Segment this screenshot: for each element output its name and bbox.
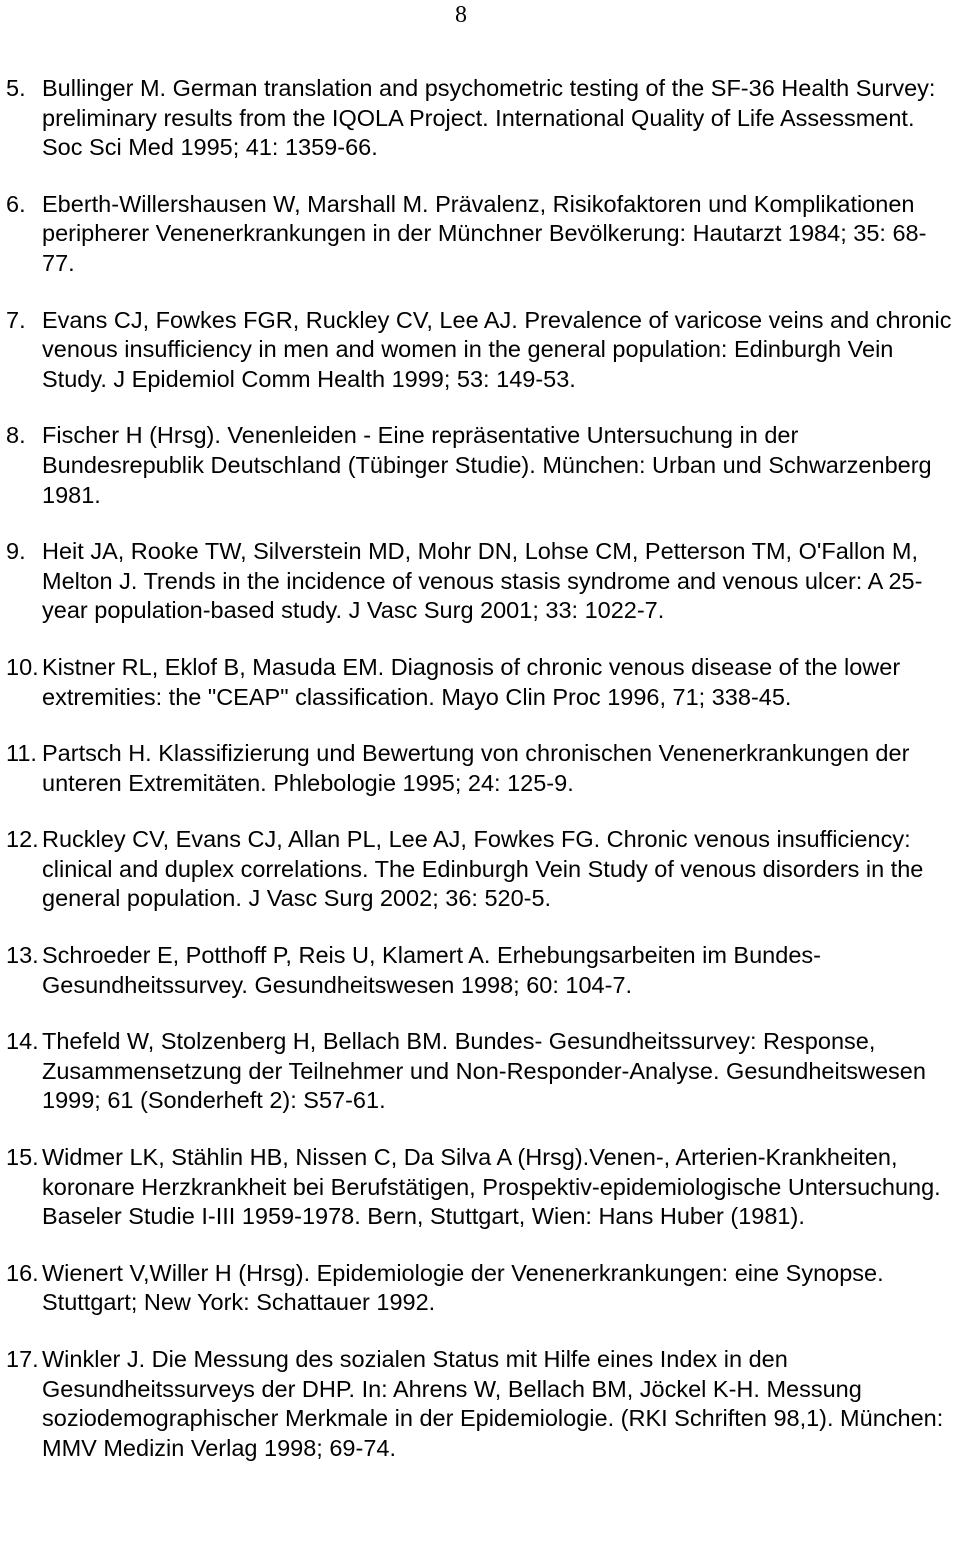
page-number: 8 <box>455 2 467 28</box>
reference-text: Winkler J. Die Messung des sozialen Status mit Hilfe eines Index in den Gesundheitssurveys der DHP. In: Ahrens W, Bellach BM, Jöckel K-H. Messung soziodemographischer Merkmale in der Epidemiologie. (RKI Schriften 98,1). München: MMV Medizin Verlag 1998; 69-74. <box>42 1346 944 1461</box>
reference-text: Wienert V,Willer H (Hrsg). Epidemiologie der Venenerkrankungen: eine Synopse. Stuttgart; New York: Schattauer 1992. <box>42 1259 884 1316</box>
reference-number: 14. <box>6 1028 39 1055</box>
reference-item <box>6 1345 956 1463</box>
reference-number: 17. <box>6 1346 39 1372</box>
reference-text: Schroeder E, Potthoff P, Reis U, Klamert A. Erhebungsarbeiten im Bundes-Gesundheitssurvey. Gesundheitswesen 1998; 60: 104-7. <box>42 942 821 998</box>
reference-item <box>6 421 956 510</box>
reference-item <box>6 74 956 163</box>
reference-number: 9. <box>6 538 26 565</box>
reference-number: 5. <box>6 75 26 101</box>
reference-item <box>6 1259 956 1318</box>
reference-item <box>6 941 956 1000</box>
reference-number: 7. <box>6 306 26 333</box>
reference-number: 15. <box>6 1144 39 1171</box>
reference-item <box>6 825 956 914</box>
reference-item <box>6 190 956 279</box>
reference-text: Thefeld W, Stolzenberg H, Bellach BM. Bundes- Gesundheitssurvey: Response, Zusammensetzung der Teilnehmer und Non-Responder-Analyse. Gesundheitswesen 1999; 61 (Sonderheft 2): S57-61. <box>42 1028 926 1114</box>
reference-item <box>6 1027 956 1116</box>
reference-text: Kistner RL, Eklof B, Masuda EM. Diagnosis of chronic venous disease of the lower extremities: the "CEAP" classification. Mayo Clin Proc 1996, 71; 338-45. <box>42 653 901 710</box>
reference-text: Ruckley CV, Evans CJ, Allan PL, Lee AJ, Fowkes FG. Chronic venous insufficiency: clinical and duplex correlations. The Edinburgh Vein Study of venous disorders in the general population. J Vasc Surg 2002; 36: 520-5. <box>42 826 924 912</box>
reference-item <box>6 306 956 395</box>
reference-number: 11. <box>6 740 37 767</box>
reference-text: Fischer H (Hrsg). Venenleiden - Eine repräsentative Untersuchung in der Bundesrepublik Deutschland (Tübinger Studie). München: Urban und Schwarzenberg 1981. <box>42 422 932 508</box>
reference-item <box>6 739 956 798</box>
reference-text: Bullinger M. German translation and psychometric testing of the SF-36 Health Survey: preliminary results from the IQOLA Project. International Quality of Life Assessment. Soc Sci Med 1995; 41: 1359-66. <box>42 75 936 161</box>
reference-number: 13. <box>6 942 39 969</box>
reference-text: Widmer LK, Stählin HB, Nissen C, Da Silva A (Hrsg).Venen-, Arterien-Krankheiten, koronare Herzkrankheit bei Berufstätigen, Prospektiv-epidemiologische Untersuchung. Baseler Studie I-III 1959-1978. Bern, Stuttgart, Wien: Hans Huber (1981). <box>42 1144 941 1230</box>
reference-number: 16. <box>6 1259 39 1286</box>
reference-text: Heit JA, Rooke TW, Silverstein MD, Mohr DN, Lohse CM, Petterson TM, O'Fallon M, Melton J. Trends in the incidence of venous stasis syndrome and venous ulcer: A 25-year population-based study. J Vasc Surg 2001; 33: 1022-7. <box>42 538 923 624</box>
reference-text: Partsch H. Klassifizierung und Bewertung von chronischen Venenerkrankungen der unteren Extremitäten. Phlebologie 1995; 24: 125-9. <box>42 740 910 796</box>
reference-item <box>6 1143 956 1232</box>
reference-number: 12. <box>6 826 39 853</box>
reference-item <box>6 653 956 712</box>
reference-number: 6. <box>6 190 26 217</box>
reference-text: Eberth-Willershausen W, Marshall M. Prävalenz, Risikofaktoren und Komplikationen peripherer Venenerkrankungen in der Münchner Bevölkerung: Hautarzt 1984; 35: 68-77. <box>42 190 927 276</box>
reference-number: 8. <box>6 422 26 449</box>
reference-list <box>6 74 956 1463</box>
reference-text: Evans CJ, Fowkes FGR, Ruckley CV, Lee AJ. Prevalence of varicose veins and chronic venous insufficiency in men and women in the general population: Edinburgh Vein Study. J Epidemiol Comm Health 1999; 53: 149-53. <box>42 306 952 392</box>
reference-number: 10. <box>6 653 39 680</box>
reference-item <box>6 537 956 626</box>
